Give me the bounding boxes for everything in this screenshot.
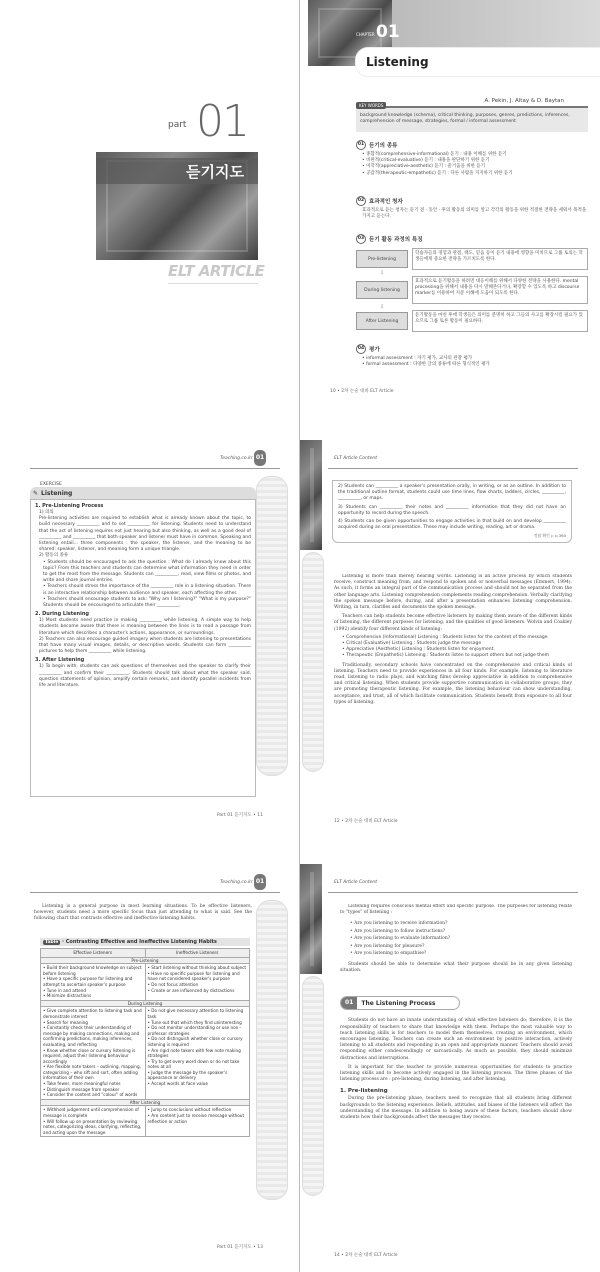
stage-row — [356, 310, 588, 332]
paragraph: It is important for the teacher to provide numerous opportunities for students to practice listening skills and to become actively engaged in the listening process. The three phases of the listening process are : pre-listening, during listening, and after listening. — [340, 1064, 572, 1083]
table-cell — [41, 964, 146, 1001]
exercise-block — [30, 482, 256, 797]
list-item: • Appreciative (Aesthetic) Listening : Students listen for enjoyment. — [342, 647, 495, 653]
list-item: • Are you listening to empathise? — [350, 951, 427, 957]
list-item: • Consider the content and "colour" of words — [43, 1092, 138, 1098]
stage-label: After Listening — [356, 312, 408, 330]
table-row — [41, 964, 250, 1001]
list-item: • Are you listening to evaluate information? — [350, 936, 451, 942]
section-number: 01 — [341, 996, 357, 1010]
exercise-title: Listening — [41, 489, 73, 497]
habits-table — [40, 948, 250, 1137]
list-item: • Will follow up on presentation by reviewing notes, categorizing ideas, clarifying, reflecting, and acting upon the message — [43, 1118, 142, 1135]
chapter-title-box — [356, 48, 600, 76]
pencil-icon: ✎ — [33, 489, 39, 497]
chapter-number: 01 — [376, 22, 400, 42]
side-photo — [300, 440, 322, 550]
page-folio: 10 • 2차 논술 대비 ELT Article — [330, 389, 394, 394]
table-cell — [145, 1106, 250, 1137]
list-item: • Create or are influenced by distractions — [147, 987, 235, 993]
paragraph: Teachers can help students become effective listeners by making them aware of the different kinds of listening, the different purposes for listening, and the qualities of good listeners. Wolvin and Coakley (1992) identify four different kinds of listening: — [334, 614, 572, 632]
list-item: • Are you listening to receive information? — [350, 921, 448, 927]
keywords-label: KEY WORDS — [356, 102, 386, 109]
running-head: ELT Article Content — [334, 880, 377, 885]
section-title: 1. Pre-Listening Process — [35, 503, 104, 509]
paragraph: Students should be able to determine what their purpose should be in any given listening situation. — [340, 961, 572, 974]
article-body — [334, 574, 572, 804]
authors: A. Pekin, J. Altay & D. Baytan — [484, 98, 564, 104]
page-folio: Part 01 듣기지도 • 11 — [216, 813, 263, 818]
part-number: 01 — [196, 96, 248, 147]
section-title: 듣기의 종류 — [369, 143, 398, 149]
list-item: • Try to get every word down or do not take notes at all — [147, 1058, 240, 1070]
list-item: • Are you listening to follow instructions? — [350, 928, 446, 934]
exercise-label: EXERCISE — [40, 482, 62, 487]
list-item: • 종합적(comprehensive-informational) 듣기 : 내용 이해를 위한 듣기 — [362, 152, 507, 157]
header-rule — [328, 468, 578, 469]
process-body — [340, 904, 572, 1244]
list-item: • Judge the message by the speaker's appearance or delivery — [147, 1069, 228, 1081]
stage-desc: 효과적으로 듣기활동을 하려면 대응이해를 위해서 다양한 전략을 사용한다. mental processing을 위해서 내용을 다시 말해본다거나, 확장할 수 있도록 하고 discourse marker를 이용하여 지문 이해에 도움이 되도록 한다. — [412, 276, 588, 304]
header-rule — [30, 468, 280, 469]
list-item: • 미학적(appreciative-aesthetic) 듣기 : 즐거움을 위한 듣기 — [362, 164, 486, 170]
spread-2 — [0, 424, 600, 848]
table-caption — [40, 938, 250, 946]
section-title: 평가 — [369, 347, 380, 353]
table-cell — [41, 1106, 146, 1137]
site-name: Teaching.co.kr — [220, 880, 253, 885]
list-item: • formal assessment : 다양한 글의 종류에 따른 형식적인 평가 — [362, 362, 490, 368]
table-cell — [145, 964, 250, 1001]
section-number: 01 — [356, 140, 366, 150]
side-rail — [256, 900, 288, 1200]
chapter-title: Listening — [366, 55, 429, 69]
exercise-page — [0, 424, 300, 848]
section-title: 효과적인 청자 — [369, 199, 403, 205]
site-name: Teaching.co.kr — [220, 456, 253, 461]
arrow-icon: ⇩ — [380, 304, 385, 310]
side-rail — [256, 476, 288, 776]
list-item: • Tune out that which they find uninteresting — [147, 1019, 242, 1025]
spread-1 — [0, 0, 600, 424]
chapter-opener-page — [300, 0, 600, 424]
process-page — [300, 848, 600, 1272]
arrow-icon: ⇩ — [380, 270, 385, 276]
running-head: ELT Article Content — [334, 456, 377, 461]
part-label-group — [160, 96, 290, 152]
paragraph: 2) Students can __________ a speaker's presentation orally, in writing, or as an outline. In addition to the traditional outline format, students could use time lines, flow charts, ladders, circles, __________, __________, or maps. — [338, 484, 566, 502]
part-title-band — [96, 158, 258, 184]
paragraph: 1) 의의 — [39, 510, 54, 515]
paragraph: Students do not have an innate understanding of what effective listeners do; therefore, it is the responsibility of teachers to share that knowledge with them. Perhaps the most valuable way to teach listening skills is for teachers to model them themselves, creating an environment, which encourages listening. Teachers can create such an environment by positive interaction, actively listening to all students and responding in an open and appropriate manner. Teachers should avoid responding either condescendingly or sarcastically. As much as possible, they should minimize distractions and interruptions. — [340, 1018, 572, 1061]
list-item: • Tune in and attend — [43, 987, 87, 993]
page-folio: Part 01 듣기지도 • 13 — [216, 1245, 263, 1250]
section-number: 02 — [356, 196, 366, 206]
stage-row — [356, 248, 588, 270]
list-item: • Therapeutic (Empathetic) Listening : Students listen to support others but not judge them — [342, 653, 549, 659]
table-group-header: Pre-Listening — [41, 957, 250, 964]
table-group-header: During Listening — [41, 1000, 250, 1007]
side-photo — [300, 864, 322, 974]
section-title: 듣기 활동 과정의 특징 — [369, 237, 423, 243]
table-page — [0, 848, 300, 1272]
part-subtitle: ELT ARTICLE — [168, 262, 265, 280]
exercise-continuation-box — [332, 480, 572, 543]
list-item: • Distinguish message from speaker — [43, 1086, 120, 1092]
section-effective-listener — [356, 196, 588, 220]
tab-icon: 01 — [254, 450, 266, 466]
side-rail — [302, 976, 324, 1196]
table-cell — [145, 1007, 250, 1100]
paragraph: • Teachers should stress the importance of the __________ role in a listening situation. There is an interactive relationship between audience and speaker, each affecting the other. — [43, 584, 251, 596]
list-item: • Do not distinguish whether close or cursory listening is required — [147, 1036, 243, 1047]
paragraph: During the pre-listening phase, teachers need to recognize that all students bring different backgrounds to the listening experience. Beliefs, attitudes, and biases of the listeners will affect the understanding of the message. In addition to being aware of these factors, teachers should show students how their backgrounds affect the messages they receive. — [340, 1096, 572, 1120]
list-item: • Are you listening for pleasure? — [350, 943, 425, 949]
section-types — [356, 140, 588, 177]
list-item: • Do not monitor understanding or use non - professor strategies — [147, 1025, 242, 1036]
page-folio: 14 • 2차 논술 대비 ELT Article — [334, 1253, 398, 1258]
chapter-badge — [356, 22, 400, 44]
sub-heading: 1. Pre-listening — [340, 1088, 388, 1095]
list-item: • 비판적(critical-evaluative) 듣기 : 내용을 판단하기 위한 듣기 — [362, 158, 490, 164]
column-header: Effective Listeners — [41, 949, 146, 958]
table-group-header: After Listening — [41, 1099, 250, 1106]
subtitle-rule — [168, 283, 258, 284]
section-stages — [356, 234, 588, 332]
list-item: • Minimize distractions — [43, 993, 92, 999]
table-title: · Contrasting Effective and Ineffective Listening Habits — [62, 939, 217, 945]
paragraph: 1) Most students need practice in making __________ while listening. A simple way to help students become aware that there is meaning between the lines is to read a passage from literature which describes a character's actions, appearance, or surroundings. — [39, 618, 251, 636]
section-title: 3. After Listening — [35, 657, 85, 664]
list-item: • Build their background knowledge on subject before listening — [43, 965, 142, 976]
list-item: • Are flexible note takers – outlining, mapping, categorizing – who sift and sort, often adding information of their own — [43, 1064, 141, 1081]
list-item: • Do not give necessary attention to listening task — [147, 1008, 244, 1019]
side-rail — [302, 552, 324, 772]
section-body: 효과적으로 듣는 청자는 듣기 전 · 동안 · 후의 활동의 의미를 알고 각각의 활동을 위한 적절한 전략을 세워서 목적을 가지고 듣는다. — [362, 208, 587, 220]
table-cell — [41, 1007, 146, 1100]
list-item: • informal assessment : 자기 평가, 교사의 관찰 평가 — [362, 356, 473, 361]
list-item: • Withhold judgement until comprehension of message is complete — [43, 1107, 139, 1119]
part-title: 듣기지도 — [186, 163, 244, 181]
section-title: 2. During Listening — [35, 611, 89, 618]
list-item: • Accept words at face value — [147, 1081, 208, 1087]
stage-desc: 학습자들의 경험과 관점, 태도, 믿음 등이 듣기 내용에 영향을 미치므로 그룹 토의는 학생들에게 중요한 전략을 가르치도록 한다. — [412, 248, 588, 270]
paragraph: 4) Students can be given opportunities to engage activities in that build on and develop __________ acquired during an oral presentation. These may include writing, reading, art or drama. — [338, 519, 566, 531]
paragraph: 1) To begin with, students can ask questions of themselves and the speaker to clarify their __________ and confirm their __________. Students should talk about what the speaker said, question statements of opinion, amplify certain remarks, and identify parallel incidents from life and literature. — [39, 664, 251, 689]
list-item: • Have no specific purpose for listening and have not considered speaker's purpose — [147, 970, 240, 982]
header-rule — [328, 892, 578, 893]
tab-icon: 01 — [254, 874, 266, 890]
stage-desc: 듣기활동을 마친 후에 학생들은 의미를 분명히 하고 그들의 사고를 확장시킬 필요가 있으므로 그룹 토론 활동이 필요하다. — [412, 310, 588, 332]
stage-label: Pre-listening — [356, 250, 408, 268]
stage-label: During listening — [356, 281, 408, 299]
paragraph: Traditionally, secondary schools have concentrated on the comprehensive and critical kinds of listening. Teachers need to provide experiences in all four kinds. For example, listening to literature read, listening to radio plays, and watching films develop appreciative in addition to comprehensive and critical listening. When students provide supportive communication in collaborative groups, they are promoting therapeutic listening. For example, the listening behaviour can show understanding, acceptance, and trust, all of which facilitate communication. Students benefit from exposure to all four types of listening. — [334, 662, 572, 705]
part-label: part — [168, 120, 187, 130]
paragraph: 2) Teachers can also encourage guided imagery when students are listening to presentations that have many visual images, details, or descriptive words. Students can form __________ pictures to help them __________ while listening. — [39, 636, 251, 655]
list-item: • Have a specific purpose for listening and attempt to ascertain speaker's purpose — [43, 976, 133, 987]
paragraph: 3) Students can __________ their notes and __________ information that they did not have an opportunity to record during the speech. — [338, 504, 566, 516]
column-header: Ineffective Listeners — [145, 949, 250, 958]
list-item: • Are content just to receive message without reflection or action — [147, 1113, 245, 1124]
paragraph: Listening is more than merely hearing words. Listening is an active process by which students receive, construct meaning from, and respond to spoken and or nonverbal messages (Emmert, 1994). As such, it forms an integral part of the communication process and should not be separated from the other language arts. Listening comprehension complements reading comprehension. Verbally clarifying the spoken message before, during, and after a presentation enhances listening comprehension. Writing, in turn, clarifies and documents the spoken message. — [334, 574, 572, 611]
list-item: • Start listening without thinking about subject — [147, 965, 247, 971]
stage-row — [356, 276, 588, 304]
list-item: • 공감적(therapeutic-empathetic) 듣기 : 다른 사람을 지지하기 위한 듣기 — [362, 170, 513, 176]
part-opener-page — [0, 0, 300, 424]
keywords-text: background knowledge (schema), critical thinking, purposes, genres, predictions, inferences, comprehension of message, strategies, formal / informal assessment — [360, 113, 570, 125]
exercise-body — [30, 499, 256, 797]
list-item: • Constantly check their understanding of message by making connections, making and confirming predictions, making inferences, evaluating, and reflecting — [43, 1025, 140, 1047]
answer-note: 정답 확인 ▷ p.360 — [533, 533, 566, 539]
section-title: The Listening Process — [361, 999, 436, 1007]
header-rule — [30, 892, 280, 893]
paragraph: • Students should be encouraged to ask the question : What do I already know about this topic? From this teachers and students can determine what information they need in order to get the most from the message. Students can __________, read, view films or photos, and write and share journal entries. — [43, 559, 251, 584]
table-row — [41, 1007, 250, 1100]
list-item: • Take fewer, more meaningful notes — [43, 1081, 121, 1087]
spread-3 — [0, 848, 600, 1272]
list-item: • Give complete attention to listening task and demonstrate interest — [43, 1008, 142, 1019]
list-item: • Jump to conclusions without reflection — [147, 1107, 232, 1113]
list-item: • Search for meaning — [43, 1019, 88, 1025]
table-label: Table — [45, 940, 59, 945]
article-page — [300, 424, 600, 848]
list-item: • Do not focus attention — [147, 981, 199, 987]
list-item: • Know whether close or cursory listening is required, adjust their listening behaviour accordingly — [43, 1047, 136, 1064]
list-item: • Are rigid note takers with few note making strategies — [147, 1047, 241, 1059]
paragraph: Pre-listening activities are required to establish what is already known about the topic, to build necessary __________ and to set __________ for listening. Students need to understand that the act of listening requires not just hearing but also thinking, as well as a good deal of __________ and __________ that both speaker and listener must have in common. Speaking and listening entail... three components : the speaker, the listener, and the meaning to be shared: speaker, listener, and meaning form a unique triangle. — [39, 516, 251, 553]
paragraph: 2) 활동의 종류 — [39, 553, 69, 559]
section-assessment — [356, 344, 588, 368]
section-heading — [340, 996, 460, 1010]
chapter-label: CHAPTER — [356, 32, 375, 37]
list-item: • Comprehensive (Informational) Listening : Students listen for the content of the message — [342, 634, 548, 640]
intro-paragraph: Listening is a general purpose in most learning situations. To be effective listeners, however, students need a more specific focus than just attending to what is said. See the following chart that contrasts effective and ineffective listening habits. — [34, 904, 252, 922]
exercise-title-bar — [30, 487, 256, 499]
table-row — [41, 1106, 250, 1137]
list-item: • Critical (Evaluative) Listening : Students judge the message — [342, 641, 482, 647]
section-number: 03 — [356, 234, 366, 244]
paragraph: Listening requires conscious mental effort and specific purpose. The purposes for listening relate to "types" of listening : — [340, 904, 572, 916]
page-folio: 12 • 2차 논술 대비 ELT Article — [334, 819, 398, 824]
paragraph: • Teachers should encourage students to ask: "Why am I listening?" "What is my purpose?" Students should be encouraged to articulate their __________. — [43, 596, 251, 609]
section-number: 04 — [356, 344, 366, 354]
keywords-box — [356, 103, 588, 132]
